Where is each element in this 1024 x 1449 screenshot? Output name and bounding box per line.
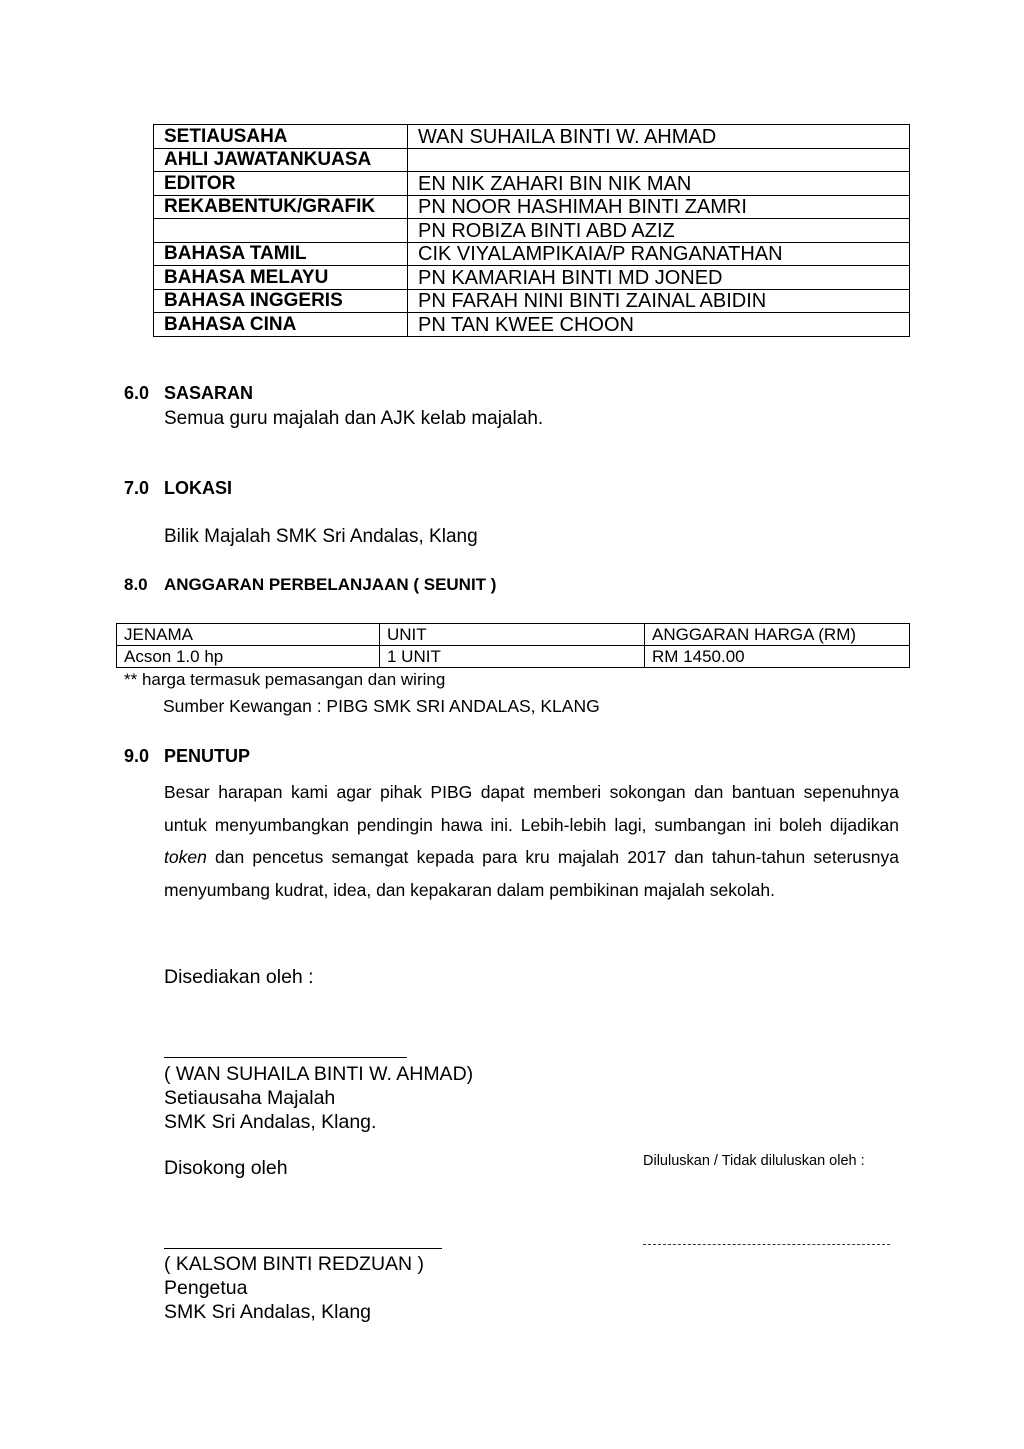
approved-by-label: Diluluskan / Tidak diluluskan oleh : <box>643 1153 865 1169</box>
committee-name: EN NIK ZAHARI BIN NIK MAN <box>408 172 910 196</box>
closing-paragraph <box>164 776 899 906</box>
committee-name: PN NOOR HASHIMAH BINTI ZAMRI <box>408 195 910 219</box>
supported-by-label: Disokong oleh <box>164 1157 288 1179</box>
table-row <box>154 172 910 196</box>
table-row <box>154 289 910 313</box>
committee-role: AHLI JAWATANKUASA <box>154 148 408 172</box>
committee-role: SETIAUSAHA <box>154 125 408 149</box>
column-header: JENAMA <box>117 624 380 646</box>
column-header: ANGGARAN HARGA (RM) <box>645 624 910 646</box>
prepared-signature-line <box>164 1057 407 1058</box>
approval-signature-line <box>643 1244 890 1245</box>
column-header: UNIT <box>380 624 645 646</box>
table-row <box>154 195 910 219</box>
section-number: 7.0 <box>124 478 150 498</box>
committee-role: BAHASA INGGERIS <box>154 289 408 313</box>
budget-note: ** harga termasuk pemasangan dan wiring <box>124 670 446 689</box>
section-heading-lokasi <box>124 478 232 499</box>
section-title: PENUTUP <box>164 746 251 766</box>
section-title: LOKASI <box>164 478 233 498</box>
committee-role: BAHASA MELAYU <box>154 266 408 290</box>
committee-role: BAHASA CINA <box>154 313 408 337</box>
committee-name: PN KAMARIAH BINTI MD JONED <box>408 266 910 290</box>
table-row <box>154 219 910 243</box>
prepared-position: Setiausaha Majalah <box>164 1087 336 1109</box>
closing-text: Besar harapan kami agar pihak PIBG dapat memberi sokongan dan bantuan sepenuhnya untuk menyumbangkan pendingin hawa ini. Lebih-lebih lagi, sumbangan ini boleh dijadikan <box>164 782 899 835</box>
committee-name: PN FARAH NINI BINTI ZAINAL ABIDIN <box>408 289 910 313</box>
committee-name: PN TAN KWEE CHOON <box>408 313 910 337</box>
budget-table <box>116 623 910 668</box>
table-row <box>154 125 910 149</box>
prepared-school: SMK Sri Andalas, Klang. <box>164 1111 377 1133</box>
sasaran-text: Semua guru majalah dan AJK kelab majalah. <box>164 408 544 429</box>
section-title: ANGGARAN PERBELANJAAN ( SEUNIT ) <box>164 575 497 594</box>
section-number: 6.0 <box>124 383 150 403</box>
table-cell: Acson 1.0 hp <box>117 646 380 668</box>
table-cell: 1 UNIT <box>380 646 645 668</box>
section-heading-penutup <box>124 746 250 767</box>
section-heading-anggaran <box>124 575 496 595</box>
lokasi-text: Bilik Majalah SMK Sri Andalas, Klang <box>164 526 478 547</box>
committee-name: PN ROBIZA BINTI ABD AZIZ <box>408 219 910 243</box>
table-row <box>154 313 910 337</box>
committee-name <box>408 148 910 172</box>
committee-name: WAN SUHAILA BINTI W. AHMAD <box>408 125 910 149</box>
budget-source: Sumber Kewangan : PIBG SMK SRI ANDALAS, KLANG <box>163 696 600 716</box>
committee-role: EDITOR <box>154 172 408 196</box>
supported-position: Pengetua <box>164 1277 248 1299</box>
supported-school: SMK Sri Andalas, Klang <box>164 1301 372 1323</box>
closing-text-end: dan pencetus semangat kepada para kru majalah 2017 dan tahun-tahun seterusnya menyumbang kudrat, idea, dan kepakaran dalam pembikinan majalah sekolah. <box>164 847 899 900</box>
table-row <box>117 646 910 668</box>
closing-italic-word: token <box>164 847 207 867</box>
table-row <box>154 148 910 172</box>
committee-role <box>154 219 408 243</box>
table-row <box>154 242 910 266</box>
section-number: 8.0 <box>124 575 148 594</box>
prepared-by-label: Disediakan oleh : <box>164 966 314 988</box>
table-row <box>154 266 910 290</box>
committee-role: BAHASA TAMIL <box>154 242 408 266</box>
committee-table <box>153 124 910 337</box>
supported-name: ( KALSOM BINTI REDZUAN ) <box>164 1253 425 1275</box>
committee-role: REKABENTUK/GRAFIK <box>154 195 408 219</box>
table-cell: RM 1450.00 <box>645 646 910 668</box>
section-heading-sasaran <box>124 383 253 404</box>
section-number: 9.0 <box>124 746 150 766</box>
table-header-row <box>117 624 910 646</box>
section-title: SASARAN <box>164 383 254 403</box>
supported-signature-line <box>164 1248 442 1249</box>
prepared-name: ( WAN SUHAILA BINTI W. AHMAD) <box>164 1063 474 1085</box>
committee-name: CIK VIYALAMPIKAIA/P RANGANATHAN <box>408 242 910 266</box>
